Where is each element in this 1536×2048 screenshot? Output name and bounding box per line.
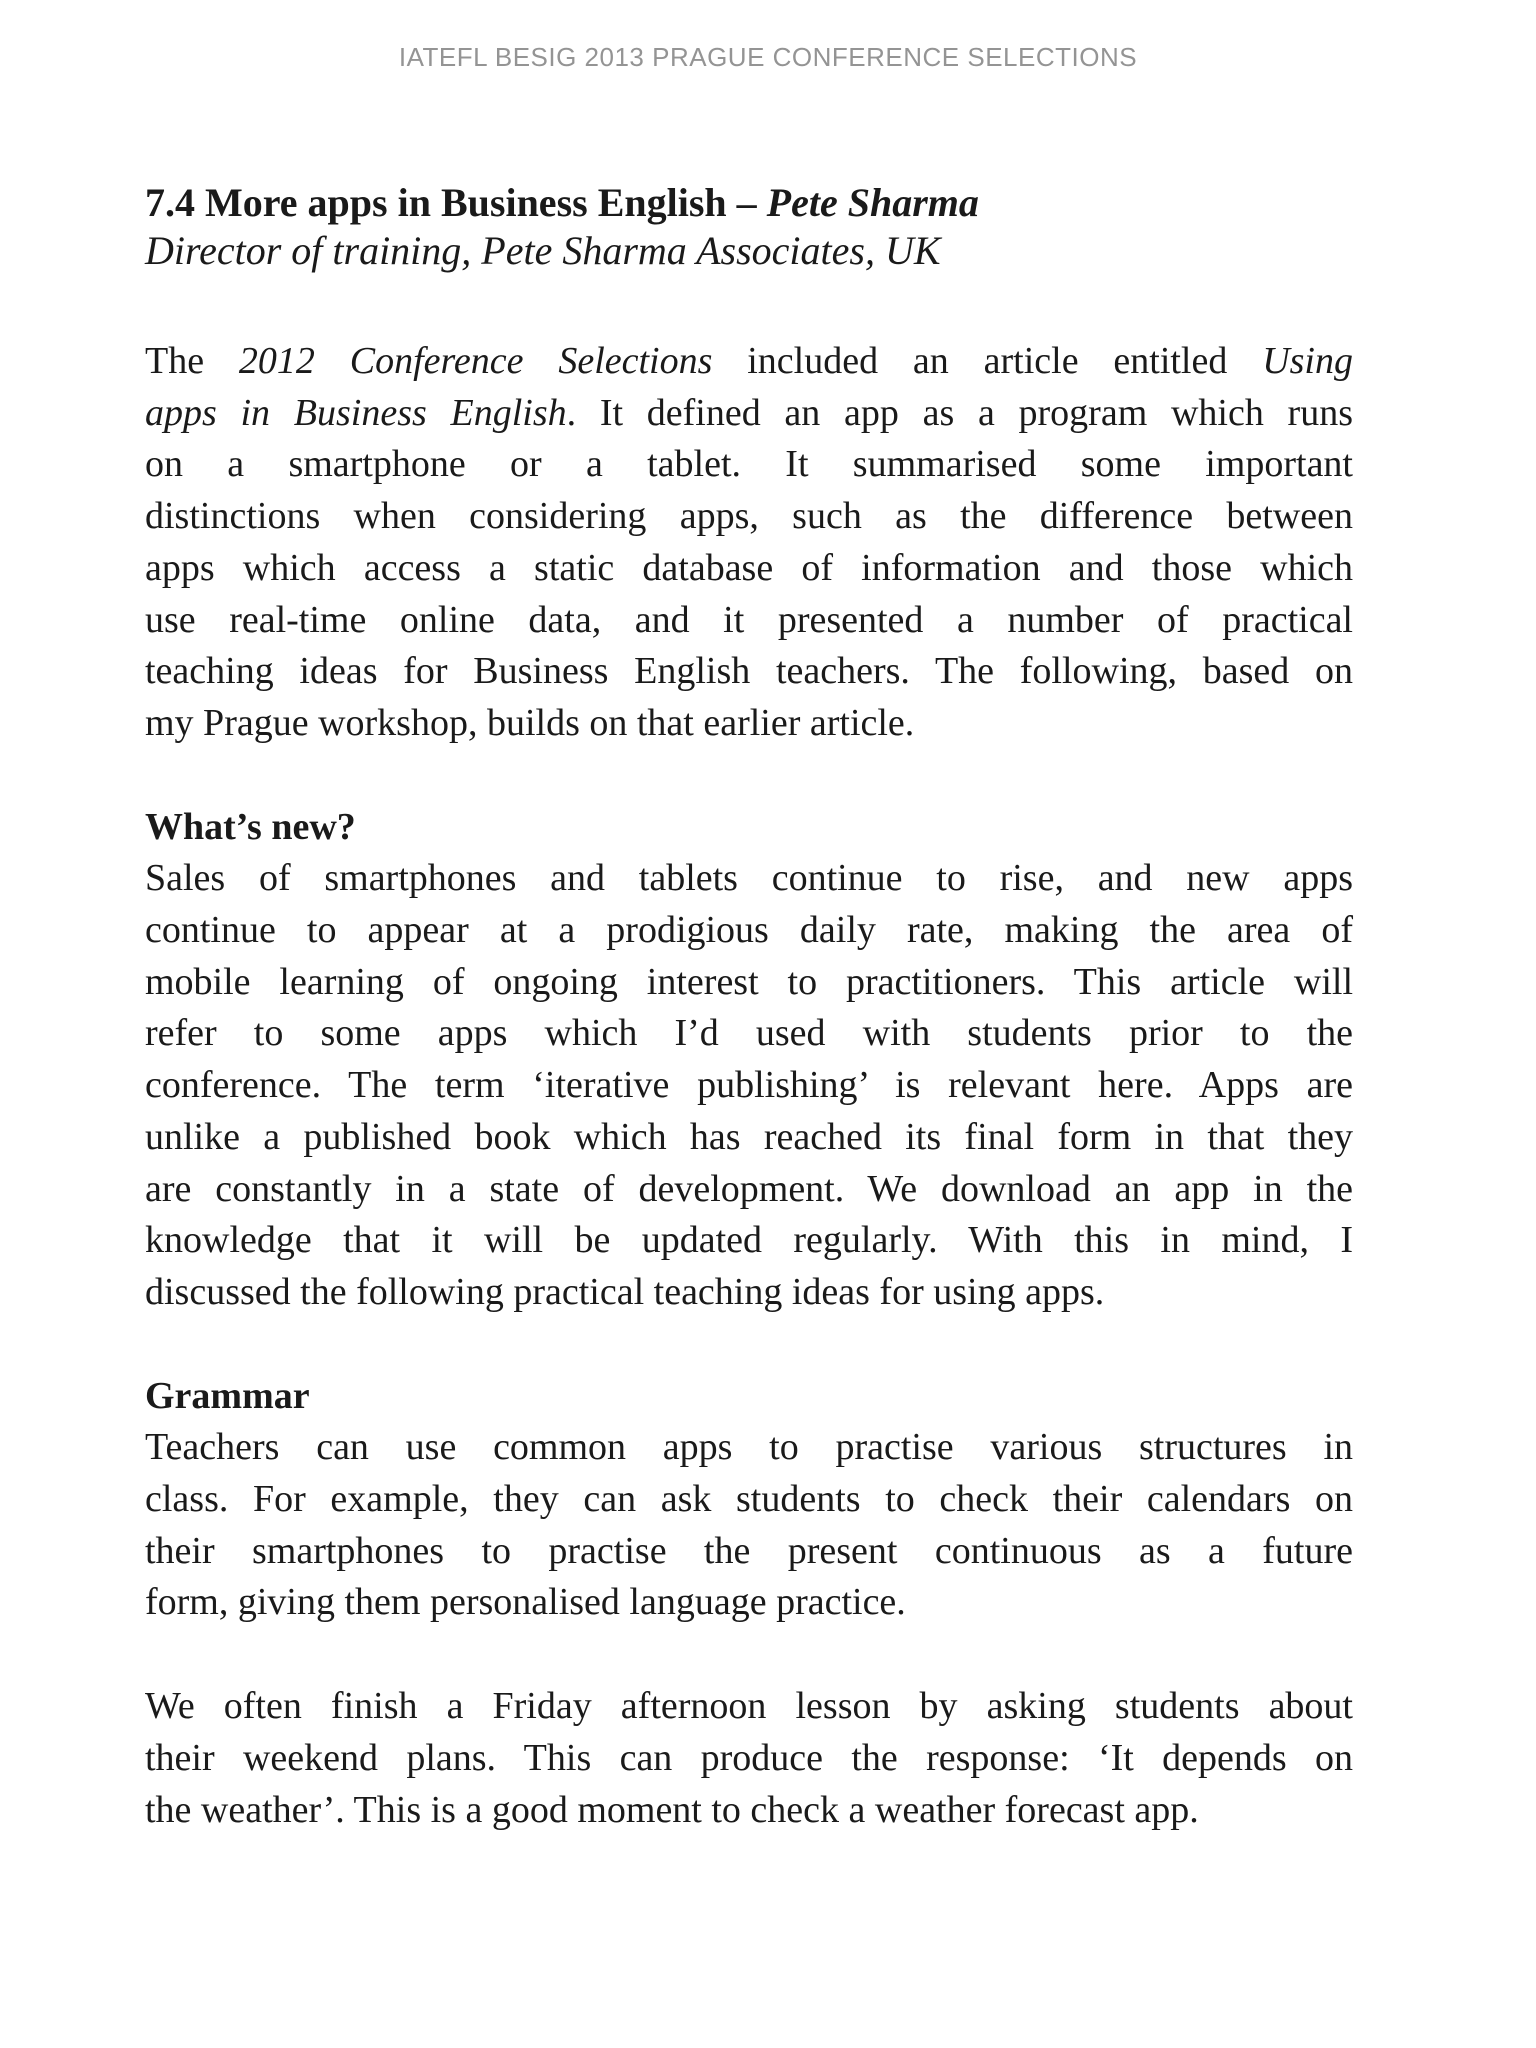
text-line: distinctions when considering apps, such as the difference between bbox=[145, 495, 1353, 538]
section-heading: What’s new? bbox=[145, 805, 356, 848]
running-header: IATEFL BESIG 2013 PRAGUE CONFERENCE SELECTIONS bbox=[398, 42, 1138, 72]
text-line: class. For example, they can ask students to check their calendars on bbox=[145, 1478, 1353, 1521]
text-line: their weekend plans. This can produce the response: ‘It depends on bbox=[145, 1736, 1353, 1779]
text-line: are constantly in a state of development. We download an app in the bbox=[145, 1167, 1353, 1210]
section-grammar bbox=[145, 1371, 1353, 1837]
text-line: We often finish a Friday afternoon lesson by asking students about bbox=[145, 1685, 1353, 1728]
article-title bbox=[145, 179, 1353, 227]
text-line: conference. The term ‘iterative publishing’ is relevant here. Apps are bbox=[145, 1064, 1353, 1107]
text-line: apps in Business English. It defined an app as a program which runs bbox=[145, 391, 1353, 434]
text-line: continue to appear at a prodigious daily rate, making the area of bbox=[145, 909, 1353, 952]
text-line: the weather’. This is a good moment to check a weather forecast app. bbox=[145, 1788, 1199, 1831]
text-line: Teachers can use common apps to practise various structures in bbox=[145, 1426, 1353, 1469]
section-intro bbox=[145, 336, 1353, 750]
article-body bbox=[145, 336, 1353, 1836]
text-line: use real-time online data, and it presented a number of practical bbox=[145, 598, 1353, 641]
text-line: mobile learning of ongoing interest to practitioners. This article will bbox=[145, 960, 1353, 1003]
article-title-text: 7.4 More apps in Business English – bbox=[145, 180, 767, 225]
paragraph bbox=[145, 853, 1353, 1318]
text-line: discussed the following practical teaching ideas for using apps. bbox=[145, 1270, 1105, 1313]
article-subtitle: Director of training, Pete Sharma Associates, UK bbox=[145, 228, 941, 273]
text-line: teaching ideas for Business English teachers. The following, based on bbox=[145, 650, 1353, 693]
page-content bbox=[145, 179, 1353, 1836]
section-whats-new bbox=[145, 802, 1353, 1319]
section-heading: Grammar bbox=[145, 1374, 310, 1417]
text-line: apps which access a static database of information and those which bbox=[145, 546, 1353, 589]
text-line: Sales of smartphones and tablets continue to rise, and new apps bbox=[145, 857, 1353, 900]
text-line: refer to some apps which I’d used with students prior to the bbox=[145, 1012, 1353, 1055]
text-line: form, giving them personalised language practice. bbox=[145, 1581, 906, 1624]
text-line: knowledge that it will be updated regularly. With this in mind, I bbox=[145, 1219, 1353, 1262]
paragraph bbox=[145, 1681, 1353, 1836]
text-line: their smartphones to practise the present continuous as a future bbox=[145, 1529, 1353, 1572]
text-line: my Prague workshop, builds on that earlier article. bbox=[145, 701, 915, 744]
text-line: on a smartphone or a tablet. It summarised some important bbox=[145, 443, 1353, 486]
paragraph bbox=[145, 1422, 1353, 1629]
paragraph bbox=[145, 336, 1353, 750]
article-author: Pete Sharma bbox=[766, 180, 979, 225]
text-line: unlike a published book which has reached its final form in that they bbox=[145, 1115, 1353, 1158]
text-line: The 2012 Conference Selections included an article entitled Using bbox=[145, 340, 1353, 382]
